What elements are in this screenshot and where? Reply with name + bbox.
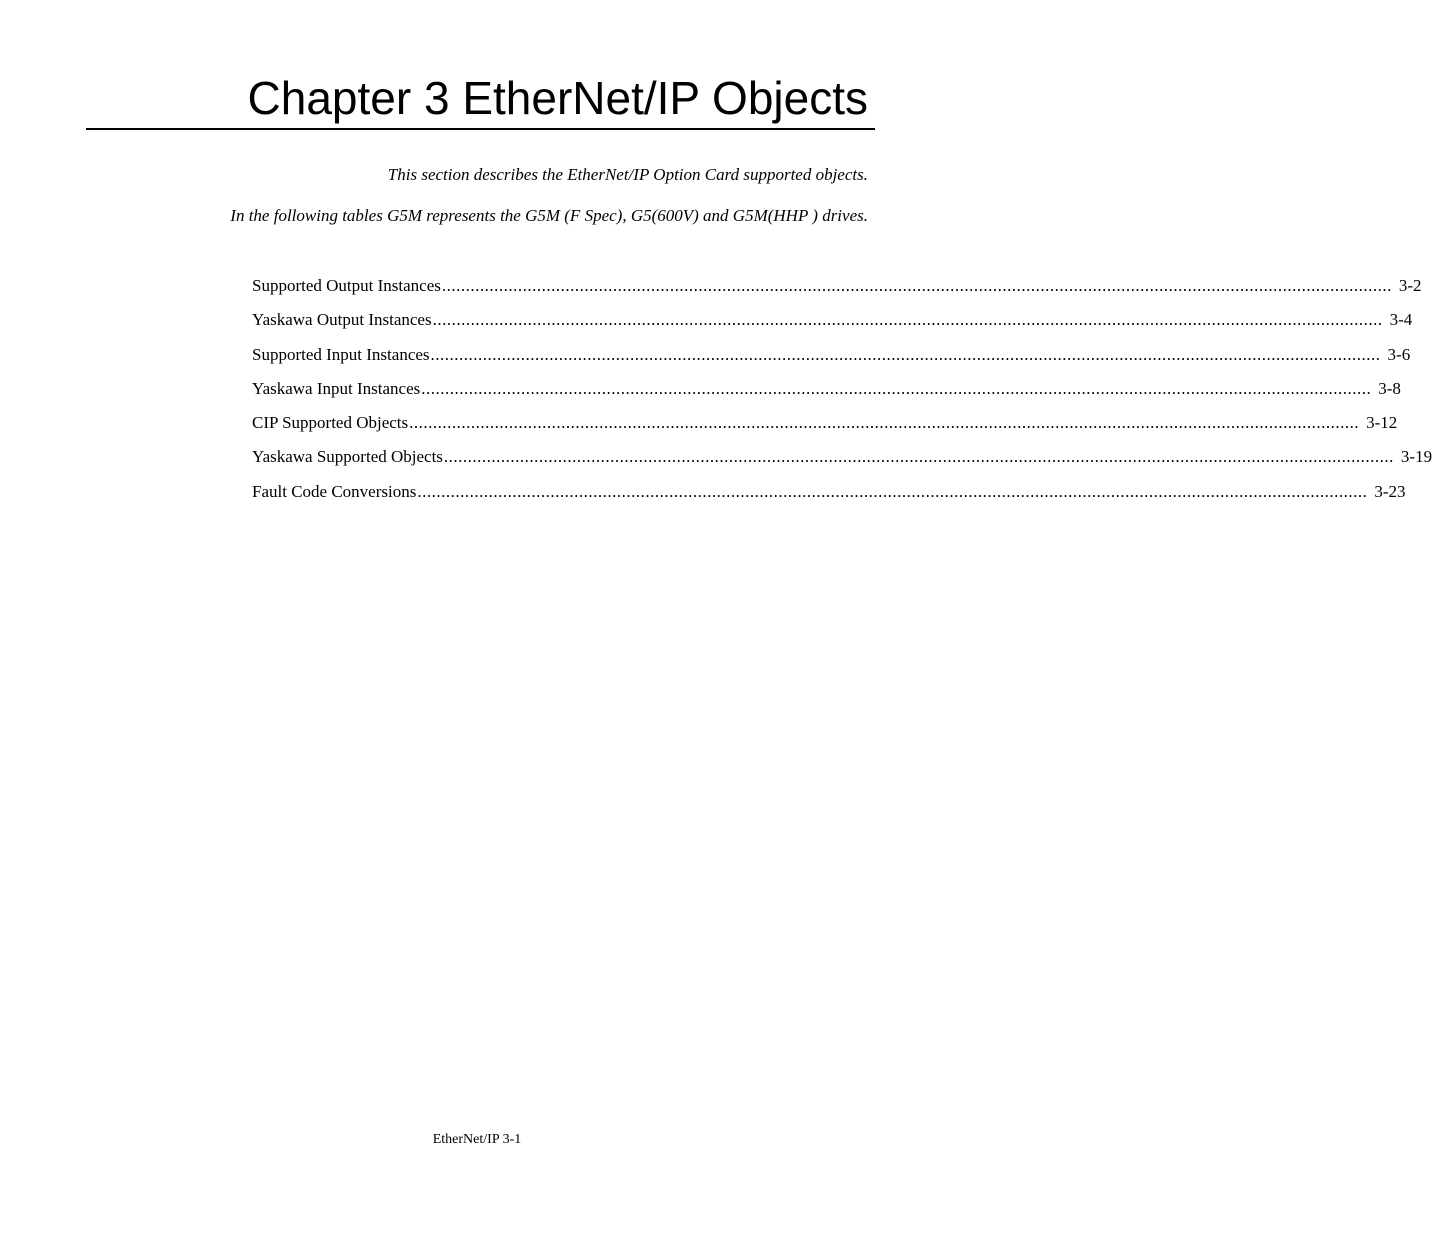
toc-entry[interactable] — [252, 410, 1398, 444]
toc-entry-page: 3-19 — [1400, 447, 1432, 467]
toc-entry-page: 3-4 — [1389, 310, 1413, 330]
toc-entry-label: Fault Code Conversions — [252, 481, 417, 501]
toc-entry-label: Yaskawa Input Instances — [252, 378, 421, 398]
toc-entry-label: Supported Output Instances — [252, 276, 441, 295]
chapter-title: Chapter 3 EtherNet/IP Objects — [247, 72, 868, 124]
toc-entry-page: 3-2 — [1398, 276, 1422, 295]
toc-entry[interactable] — [252, 376, 1401, 410]
toc-dot-leader: ........................................................................................................................................................................................................ — [430, 344, 1381, 364]
toc-entry[interactable] — [252, 273, 1422, 307]
title-rule — [86, 128, 875, 130]
page-footer: EtherNet/IP 3-1 — [432, 1132, 522, 1147]
toc-entry-label: Supported Input Instances — [252, 344, 430, 364]
toc-entry[interactable] — [252, 479, 1406, 513]
toc-entry-page: 3-8 — [1378, 378, 1401, 398]
toc-entry[interactable] — [252, 307, 1413, 341]
toc-dot-leader: ........................................................................................................................................................................................................ — [409, 413, 1360, 433]
toc-entry-page: 3-6 — [1387, 344, 1411, 364]
toc-entry-page: 3-23 — [1374, 481, 1406, 501]
toc-entry-label: CIP Supported Objects — [252, 413, 409, 433]
toc-entry[interactable] — [252, 444, 1432, 478]
toc-entry-label: Yaskawa Output Instances — [252, 310, 432, 330]
toc-entry-page: 3-12 — [1366, 413, 1398, 433]
intro-line-1: This section describes the EtherNet/IP Option Card supported objects. — [387, 165, 868, 184]
toc-entry[interactable] — [252, 342, 1411, 376]
toc-entry-label: Yaskawa Supported Objects — [252, 447, 443, 467]
toc-dot-leader: ........................................................................................................................................................................................................ — [443, 447, 1394, 467]
toc-dot-leader: ........................................................................................................................................................................................................ — [441, 276, 1392, 295]
intro-line-2: In the following tables G5M represents the G5M (F Spec), G5(600V) and G5M(HHP ) drives. — [230, 206, 868, 225]
table-of-contents — [252, 273, 1432, 513]
toc-dot-leader: ........................................................................................................................................................................................................ — [421, 378, 1372, 398]
toc-dot-leader: ........................................................................................................................................................................................................ — [432, 310, 1383, 330]
toc-dot-leader: ........................................................................................................................................................................................................ — [417, 481, 1368, 501]
